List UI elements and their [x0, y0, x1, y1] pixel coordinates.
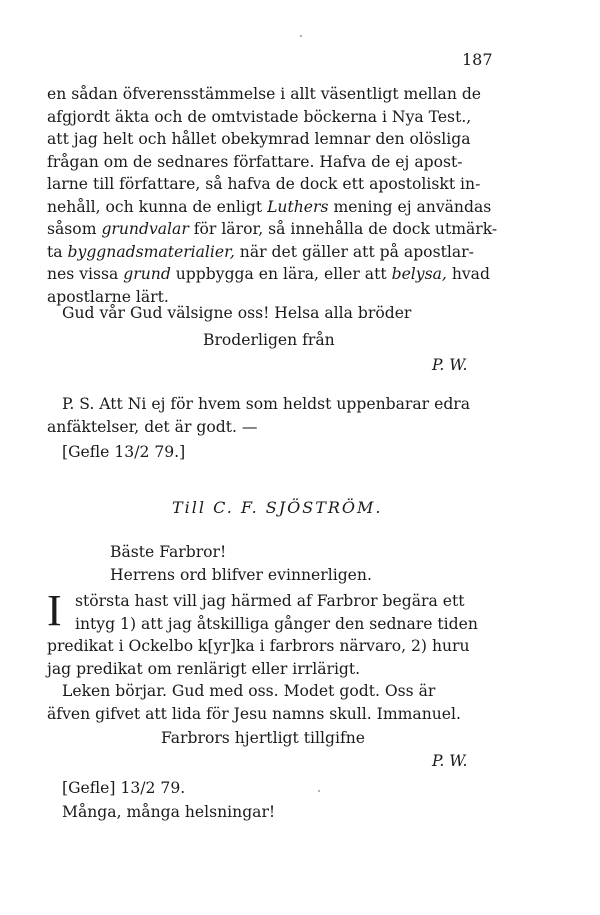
p1-line-10-text: apostlarne lärt. — [47, 287, 169, 306]
p3-line-2: äfven gifvet att lida för Jesu namns skull. Immanuel. — [47, 704, 461, 723]
date-1: [Gefle 13/2 79.] — [62, 443, 186, 461]
p2-line-1: största hast vill jag härmed af Farbror begära ett — [75, 592, 465, 610]
closing-2: Farbrors hjertligt tillgifne — [161, 729, 365, 747]
p1-line-1 — [47, 83, 499, 106]
postscript — [47, 393, 499, 438]
p1-line-8-a: ta — [47, 242, 68, 261]
p3-line-1: Leken börjar. Gud med oss. Modet godt. Oss är — [62, 682, 436, 700]
letter-2-heading: Till C. F. SJÖSTRÖM. — [172, 498, 383, 517]
signature-2: P. W. — [432, 752, 468, 770]
p2-line-4: jag predikat om renlärigt eller irrlärigt. — [47, 659, 361, 678]
p1-belysa-italic: belysa, — [391, 265, 447, 283]
p1-luthers-italic: Luthers — [267, 197, 329, 216]
salutation — [110, 541, 372, 586]
p1-byggnadsmaterialier-italic: byggnadsmaterialier, — [67, 242, 235, 261]
signature-1: P. W. — [432, 356, 468, 374]
p1-line-3 — [47, 128, 499, 151]
p2-line-2: intyg 1) att jag åtskilliga gånger den sednare tiden — [75, 614, 478, 633]
p1-line-9-c: hvad — [446, 265, 490, 283]
p1-line-5-text: larne till författare, så hafva de dock ett apostoliskt in- — [47, 175, 481, 193]
closing-1: Broderligen från — [203, 331, 335, 349]
p1-line-7-b: för läror, så innehålla de dock utmärk- — [188, 220, 498, 238]
greeting-1 — [47, 302, 499, 325]
p1-line-8-b: när det gäller att på apostlar- — [234, 242, 474, 261]
paragraph-3 — [47, 680, 499, 725]
paper-speck — [318, 790, 320, 792]
p2-line-3: predikat i Ockelbo k[yr]ka i farbrors närvaro, 2) huru — [47, 637, 470, 655]
paper-speck — [300, 35, 302, 37]
greeting-1-text: Gud vår Gud välsigne oss! Helsa alla bröder — [62, 304, 412, 322]
date-2: [Gefle] 13/2 79. — [62, 779, 186, 797]
salutation-line-2: Herrens ord blifver evinnerligen. — [110, 565, 372, 584]
salutation-line-1: Bäste Farbror! — [110, 543, 227, 561]
p1-line-8 — [47, 241, 499, 264]
p1-line-9 — [47, 263, 499, 286]
postscript-line-1: P. S. Att Ni ej för hvem som heldst uppenbarar edra — [62, 395, 471, 413]
p1-line-9-b: uppbygga en lära, eller att — [170, 265, 392, 283]
final-greeting: Många, många helsningar! — [62, 803, 276, 821]
p1-line-6-a: nehåll, och kunna de enligt — [47, 197, 268, 216]
p1-line-4 — [47, 151, 499, 174]
p1-line-9-a: nes vissa — [47, 265, 124, 283]
p1-line-5 — [47, 173, 499, 196]
date-2-block — [62, 776, 275, 824]
p1-line-1-text: en sådan öfverensstämmelse i allt väsentligt mellan de — [47, 85, 482, 103]
p1-grundvalar-italic: grundvalar — [101, 220, 189, 238]
p1-line-4-text: frågan om de sednares författare. Hafva de ej apost- — [47, 152, 463, 171]
page-number: 187 — [462, 50, 493, 69]
p1-line-7-a: såsom — [47, 220, 102, 238]
p1-line-2 — [47, 106, 499, 129]
p1-grund-italic: grund — [123, 265, 171, 283]
p1-line-2-text: afgjordt äkta och de omtvistade böckerna i Nya Test., — [47, 107, 472, 126]
paragraph-2 — [47, 586, 499, 680]
drop-cap: I — [47, 586, 62, 635]
p1-line-6-b: mening ej användas — [328, 197, 492, 216]
paragraph-1 — [47, 83, 499, 308]
p1-line-6 — [47, 196, 499, 219]
p1-line-3-text: att jag helt och hållet obekymrad lemnar den olösliga — [47, 130, 471, 148]
p1-line-7 — [47, 218, 499, 241]
postscript-line-2: anfäktelser, det är godt. — — [47, 417, 258, 436]
